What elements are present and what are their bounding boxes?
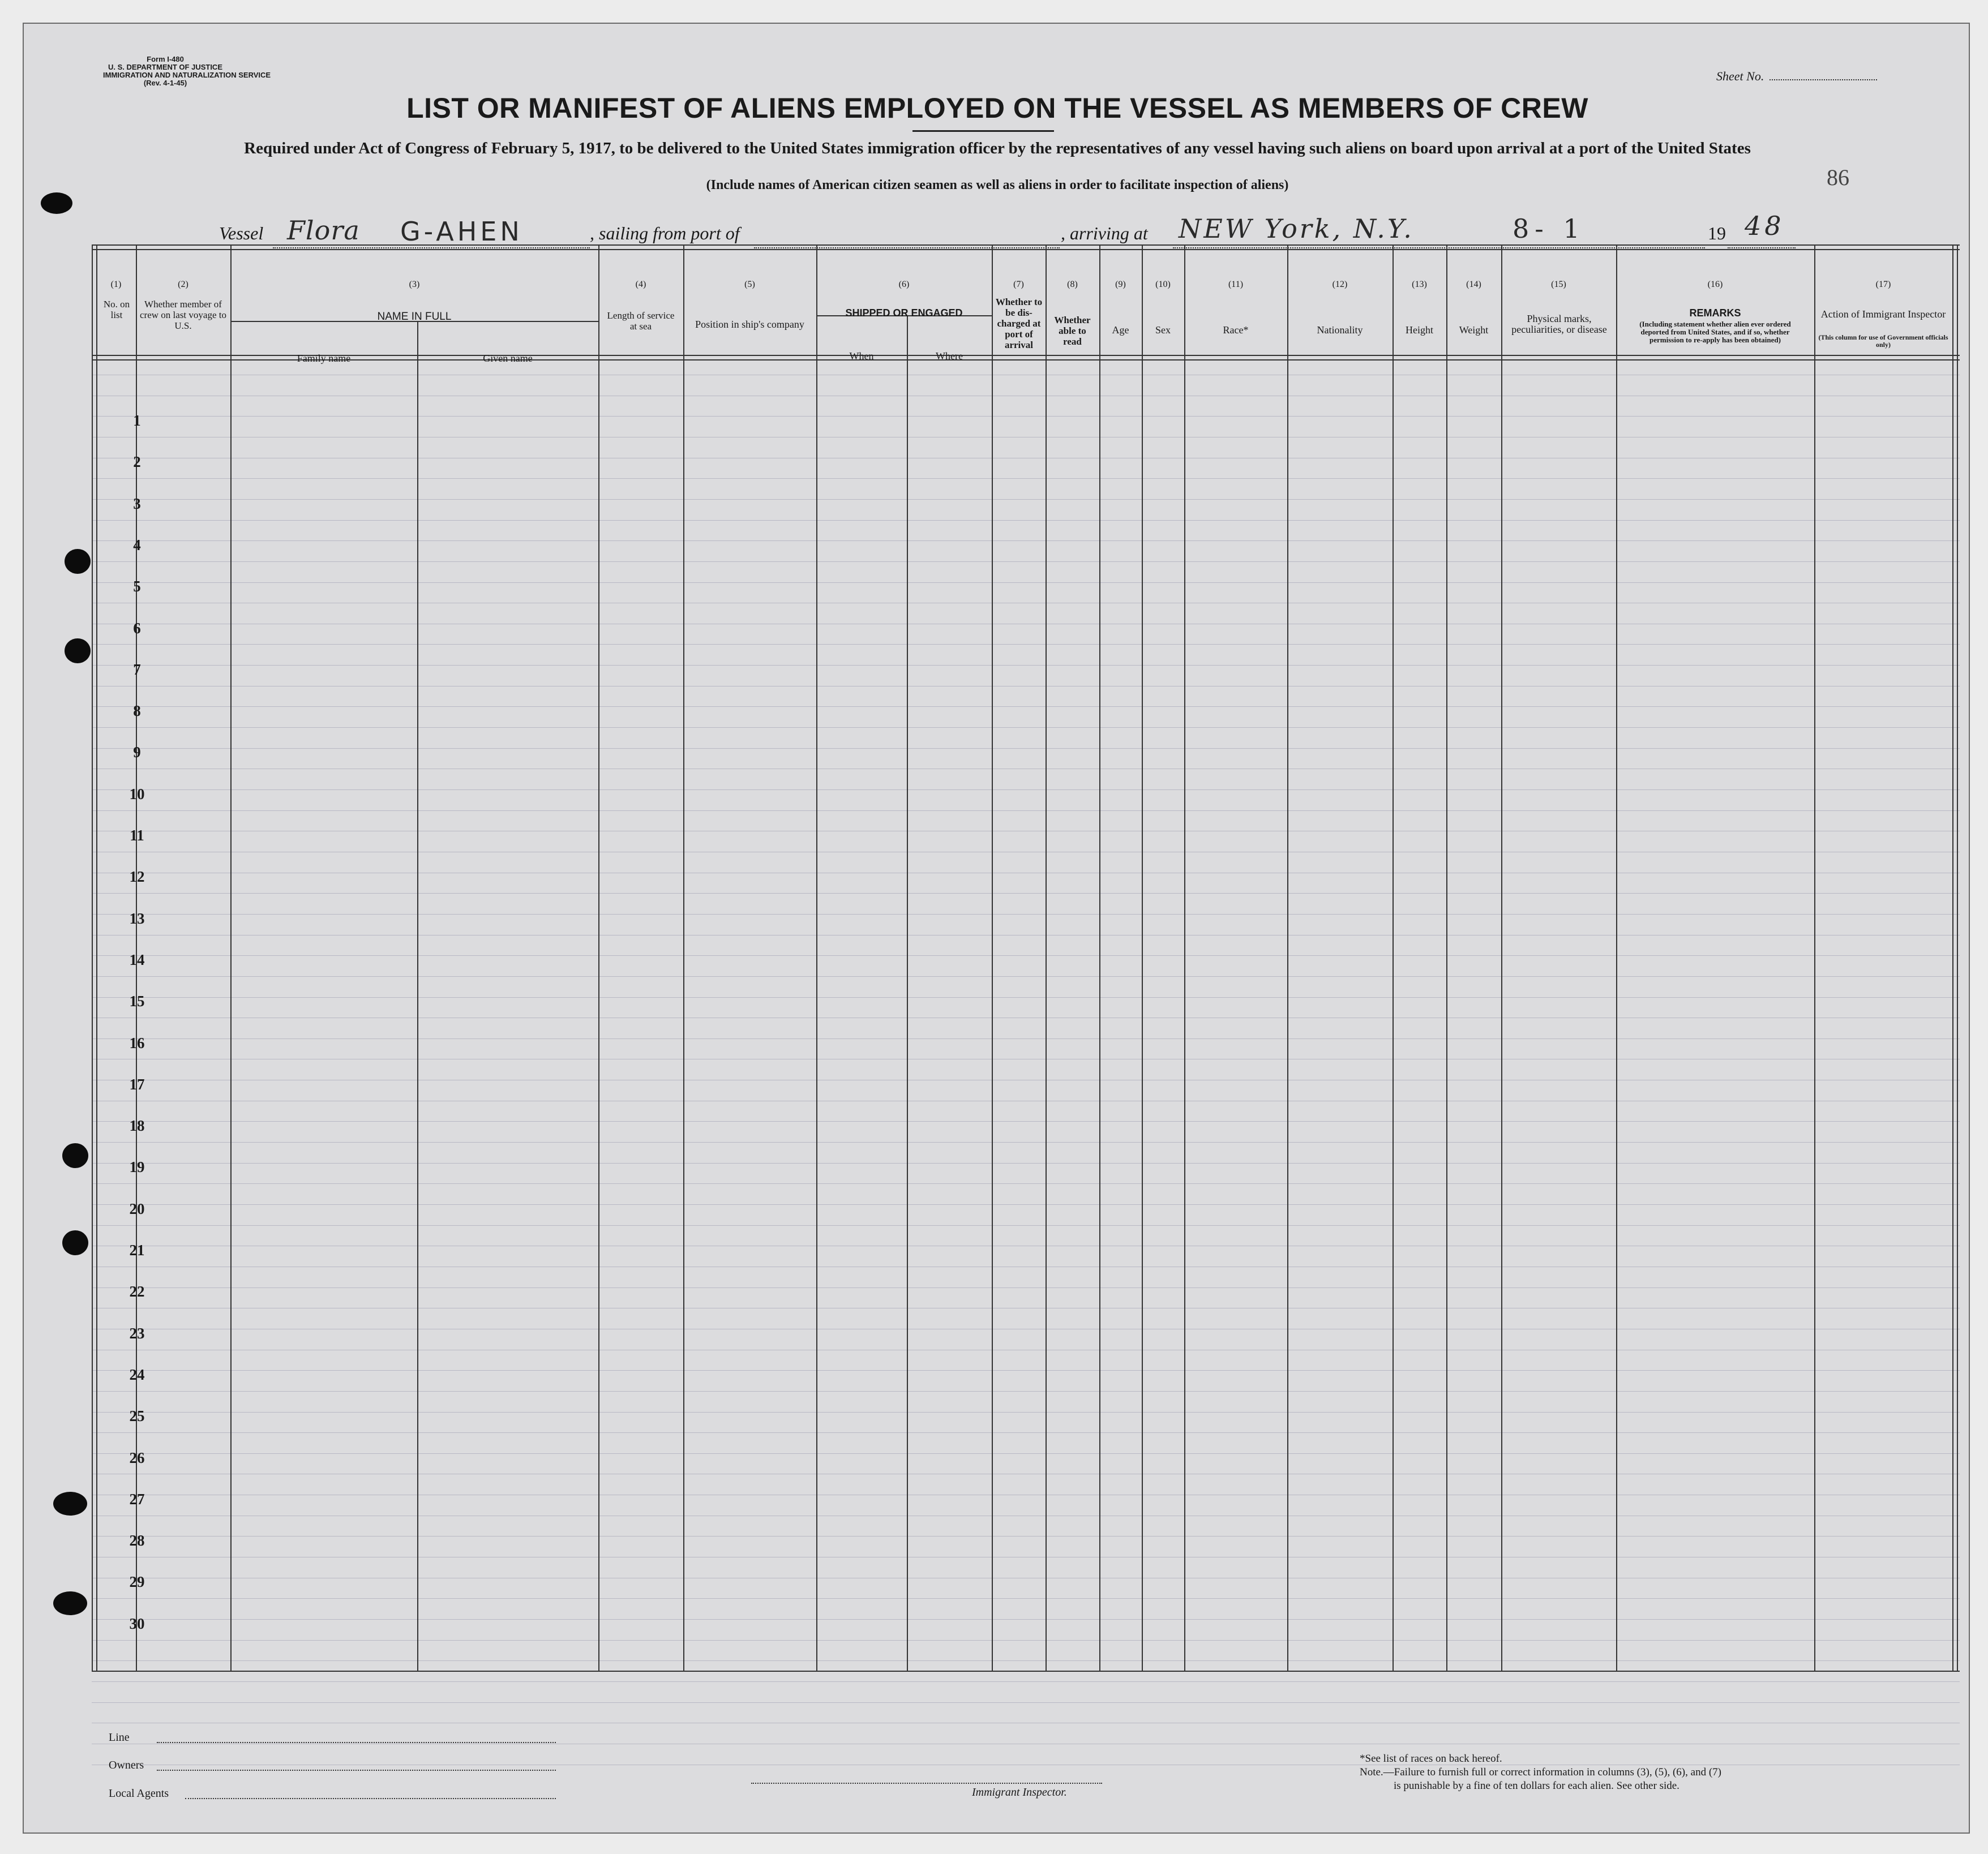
col-4-number: (4): [635, 280, 646, 289]
col-divider-shipped: [907, 315, 908, 1671]
col-divider-7: [1046, 244, 1047, 1671]
row-rule: [92, 810, 1960, 811]
inspector-signature-blank[interactable]: [751, 1783, 1102, 1784]
row-rule: [92, 1038, 1960, 1039]
row-number: 3: [133, 495, 141, 512]
row-rule: [92, 1619, 1960, 1620]
row-rule: [92, 1660, 1960, 1661]
col-13-number: (13): [1412, 280, 1427, 289]
col-divider-13: [1446, 244, 1447, 1671]
table-top-border: [92, 244, 1960, 246]
penalty-note: Note.—Failure to furnish full or correct information in columns (3), (5), (6), and (7): [1360, 1766, 1721, 1778]
legal-requirement: Required under Act of Congress of February 5, 1917, to be delivered to the United States immigration officer by the representatives of any vessel having such aliens on board upon arrival at a port of the United States: [244, 139, 1751, 157]
row-rule: [92, 1391, 1960, 1392]
row-rule: [92, 1453, 1960, 1454]
crew-table: [92, 244, 1960, 1671]
service-name: IMMIGRATION AND NATURALIZATION SERVICE: [103, 71, 271, 79]
races-note: *See list of races on back hereof.: [1360, 1753, 1502, 1765]
table-right-border-outer: [1957, 244, 1958, 1671]
row-number: 6: [133, 620, 141, 637]
page-title: LIST OR MANIFEST OF ALIENS EMPLOYED ON THE VESSEL AS MEMBERS OF CREW: [406, 92, 1588, 124]
row-number: 9: [133, 744, 141, 761]
row-number: 13: [129, 910, 145, 927]
col-13-header: Height: [1406, 324, 1433, 336]
col-3-number: (3): [409, 280, 420, 289]
sheet-number-field[interactable]: [1716, 69, 1877, 84]
row-rule: [92, 1432, 1960, 1433]
row-rule: [92, 665, 1960, 666]
row-number: 27: [129, 1491, 145, 1508]
vessel-name: G-AHEN: [400, 216, 523, 247]
vessel-label: Vessel: [219, 223, 264, 243]
row-rule: [92, 997, 1960, 998]
handwritten-page-number: 86: [1827, 165, 1849, 190]
given-name-header: Given name: [483, 353, 533, 364]
col-16-subheader: (Including statement whether alien ever ordered deported from United States, and if so, whether permission to re-apply has been obtained): [1639, 320, 1791, 344]
row-number: 29: [129, 1573, 145, 1590]
row-number: 1: [133, 412, 141, 429]
col-17-number: (17): [1875, 280, 1891, 289]
row-rule: [92, 1702, 1960, 1703]
row-rule: [92, 1225, 1960, 1226]
sheet-number-blank[interactable]: [1770, 79, 1877, 80]
col-14-number: (14): [1466, 280, 1481, 289]
arriving-label: , arriving at: [1061, 223, 1148, 243]
col-8-header: Whether able to read: [1054, 315, 1091, 347]
row-rule: [92, 1204, 1960, 1205]
year-handwritten: 48: [1745, 211, 1785, 241]
row-rule: [92, 1598, 1960, 1599]
col-divider-14: [1501, 244, 1502, 1671]
row-rule: [92, 706, 1960, 707]
row-number: 10: [129, 786, 145, 802]
col-6-header: SHIPPED OR ENGAGED: [845, 307, 963, 319]
department-name: U. S. DEPARTMENT OF JUSTICE: [108, 63, 222, 71]
row-number: 26: [129, 1449, 145, 1466]
col-10-number: (10): [1155, 280, 1171, 289]
col-divider-2: [230, 244, 232, 1671]
row-rule: [92, 1121, 1960, 1122]
col-14-header: Weight: [1459, 324, 1489, 336]
row-number: 15: [129, 993, 145, 1010]
row-rule: [92, 499, 1960, 500]
row-rule: [92, 1536, 1960, 1537]
col-17-header: Action of Immigrant Inspector: [1820, 308, 1946, 320]
row-number: 16: [129, 1035, 145, 1052]
punch-hole: [65, 638, 91, 663]
col-15-header: Physical marks, peculiarities, or disease: [1511, 313, 1607, 335]
sailing-label: , sailing from port of: [590, 223, 740, 243]
col-5-number: (5): [744, 280, 755, 289]
col-1-number: (1): [110, 280, 122, 289]
owners-blank[interactable]: [157, 1770, 556, 1771]
row-rule: [92, 1681, 1960, 1682]
punch-hole: [41, 192, 72, 214]
punch-hole: [53, 1492, 87, 1516]
col-8-number: (8): [1067, 280, 1078, 289]
revision-date: (Rev. 4-1-45): [143, 79, 187, 87]
row-rule: [92, 416, 1960, 417]
row-number: 22: [129, 1283, 145, 1300]
row-number: 11: [130, 827, 144, 844]
penalty-note-continued: is punishable by a fine of ten dollars for each alien. See other side.: [1394, 1780, 1679, 1792]
col-7-header: Whether to be dis-charged at port of arrival: [995, 297, 1043, 350]
row-number: 30: [129, 1615, 145, 1632]
row-rule: [92, 727, 1960, 728]
punch-hole: [65, 549, 91, 574]
row-rule: [92, 520, 1960, 521]
col-9-header: Age: [1112, 324, 1129, 336]
punch-hole: [62, 1143, 88, 1168]
col-divider-11: [1287, 244, 1288, 1671]
local-agents-label: Local Agents: [109, 1787, 169, 1800]
arriving-port: NEW York, N.Y.: [1179, 213, 1414, 244]
row-rule: [92, 914, 1960, 915]
row-number: 7: [133, 661, 141, 678]
row-rule: [92, 1640, 1960, 1641]
col-divider-9: [1142, 244, 1143, 1671]
row-rule: [92, 1183, 1960, 1184]
col-6-number: (6): [898, 280, 910, 289]
include-note: (Include names of American citizen seamen as well as aliens in order to facilitate inspection of aliens): [706, 178, 1289, 192]
inspector-label: Immigrant Inspector.: [972, 1786, 1067, 1799]
col-2-number: (2): [178, 280, 188, 289]
table-top-border-inner: [92, 249, 1960, 250]
col-5-header: Position in ship's company: [695, 319, 804, 330]
row-number: 5: [133, 578, 141, 595]
row-number: 19: [129, 1158, 145, 1175]
row-rule: [92, 955, 1960, 956]
row-rule: [92, 1163, 1960, 1164]
table-bottom-border: [92, 1671, 1960, 1672]
col-1-header: No. on list: [103, 299, 130, 320]
form-number: Form I-480: [147, 55, 184, 63]
row-rule: [92, 582, 1960, 583]
row-rule: [92, 1142, 1960, 1143]
family-name-header: Family name: [297, 353, 351, 364]
col-16-header: REMARKS: [1689, 307, 1741, 319]
row-number: 2: [133, 453, 141, 470]
owners-label: Owners: [109, 1759, 144, 1771]
row-rule: [92, 976, 1960, 977]
row-number: 21: [129, 1242, 145, 1259]
col-divider-10: [1184, 244, 1185, 1671]
col-10-header: Sex: [1155, 324, 1171, 336]
row-number: 18: [129, 1117, 145, 1134]
row-number: 4: [133, 537, 141, 553]
col-divider-16: [1814, 244, 1815, 1671]
row-rule: [92, 561, 1960, 562]
col-divider-12: [1393, 244, 1394, 1671]
line-label: Line: [109, 1731, 130, 1744]
row-number: 20: [129, 1200, 145, 1217]
col-2-header: Whether member of crew on last voyage to U.S.: [140, 299, 226, 331]
row-rule: [92, 644, 1960, 645]
year-prefix: 19: [1708, 223, 1726, 243]
col-11-header: Race*: [1223, 324, 1249, 336]
row-number: 24: [129, 1366, 145, 1383]
table-right-border: [1952, 244, 1953, 1671]
row-rule: [92, 1412, 1960, 1413]
when-header: When: [849, 350, 874, 362]
col-divider-4: [683, 244, 684, 1671]
col-16-number: (16): [1707, 280, 1723, 289]
manifest-sheet: [23, 23, 1970, 1834]
sheet-number-label: Sheet No.: [1716, 69, 1764, 83]
row-number: 14: [129, 951, 145, 968]
col-divider-name: [417, 321, 418, 1671]
row-rule: [92, 893, 1960, 894]
row-number: 8: [133, 702, 141, 719]
col-7-number: (7): [1013, 280, 1024, 289]
col-15-number: (15): [1551, 280, 1566, 289]
row-number: 23: [129, 1325, 145, 1342]
local-agents-blank[interactable]: [185, 1798, 556, 1799]
col-divider-3: [598, 244, 599, 1671]
row-number: 25: [129, 1407, 145, 1424]
col-9-number: (9): [1115, 280, 1126, 289]
vessel-handwritten: Flora: [287, 215, 360, 246]
col-11-number: (11): [1228, 280, 1244, 289]
title-underline: [912, 130, 1054, 132]
row-rule: [92, 478, 1960, 479]
col-3-header: NAME IN FULL: [377, 311, 452, 323]
line-blank[interactable]: [157, 1742, 556, 1743]
col-4-header: Length of service at sea: [607, 310, 675, 332]
punch-hole: [62, 1230, 88, 1255]
col-17-subheader: (This column for use of Government officials only): [1818, 333, 1948, 349]
row-rule: [92, 540, 1960, 541]
col-divider-15: [1616, 244, 1617, 1671]
row-rule: [92, 1370, 1960, 1371]
col-divider-8: [1099, 244, 1100, 1671]
form-identifier: [103, 55, 271, 87]
arrival-date: 8- 1: [1513, 213, 1586, 244]
row-number: 28: [129, 1532, 145, 1549]
row-rule: [92, 789, 1960, 790]
row-rule: [92, 748, 1960, 749]
col-12-number: (12): [1332, 280, 1348, 289]
punch-hole: [53, 1591, 87, 1615]
row-number: 12: [129, 868, 145, 885]
row-number: 17: [129, 1076, 145, 1093]
col-divider-5: [816, 244, 817, 1671]
col-divider-6: [992, 244, 993, 1671]
where-header: Where: [936, 350, 963, 362]
col-12-header: Nationality: [1317, 324, 1363, 336]
